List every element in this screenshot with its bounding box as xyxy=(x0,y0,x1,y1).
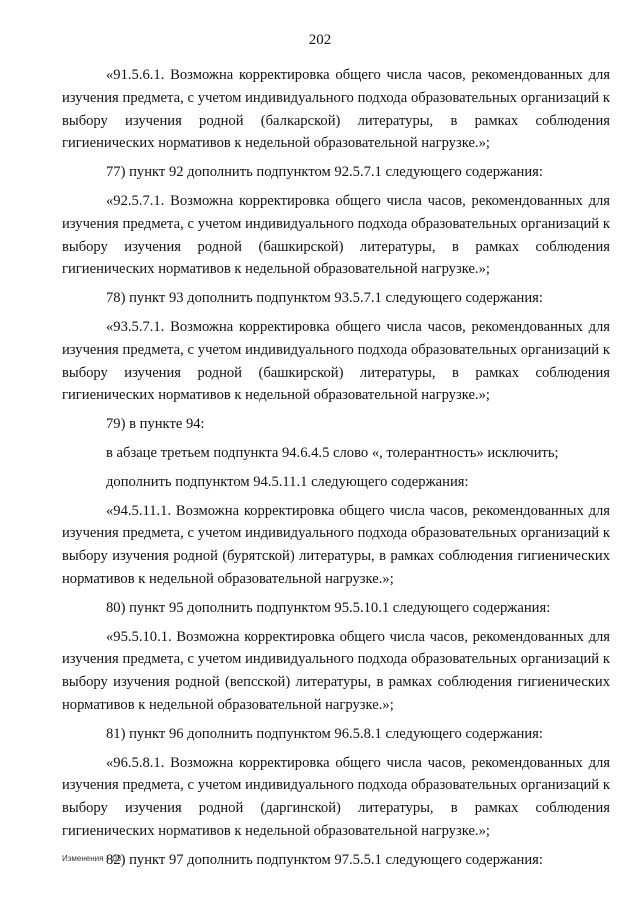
paragraph-item-77: 77) пункт 92 дополнить подпунктом 92.5.7.1 следующего содержания: xyxy=(106,164,543,181)
paragraph-96-5-8-1: «96.5.8.1. Возможна корректировка общего числа часов, рекомендованных для изучения предмета, с учетом индивидуального подхода образовательных организаций к выбору изучения родной (даргинской) литературы, в рамках соблюдения гигиенических нормативов к недельной образовательной нагрузке.»; xyxy=(62,754,610,839)
paragraph-95-5-10-1: «95.5.10.1. Возможна корректировка общего числа часов, рекомендованных для изучения предмета, с учетом индивидуального подхода образовательных организаций к выбору изучения родной (вепсской) литературы, в рамках соблюдения гигиенических нормативов к недельной образовательной нагрузке.»; xyxy=(62,628,610,713)
paragraph-92-5-7-1: «92.5.7.1. Возможна корректировка общего числа часов, рекомендованных для изучения предмета, с учетом индивидуального подхода образовательных организаций к выбору изучения родной (башкирской) литературы, в рамках соблюдения гигиенических нормативов к недельной образовательной нагрузке.»; xyxy=(62,192,610,278)
paragraph-item-80: 80) пункт 95 дополнить подпунктом 95.5.10.1 следующего содержания: xyxy=(106,599,551,616)
paragraph-item-79-line-1: в абзаце третьем подпункта 94.6.4.5 слово «, толерантность» исключить; xyxy=(106,444,559,461)
paragraph-91-5-6-1: «91.5.6.1. Возможна корректировка общего числа часов, рекомендованных для изучения предмета, с учетом индивидуального подхода образовательных организаций к выбору изучения родной (балкарской) литературы, в рамках соблюдения гигиенических нормативов к недельной образовательной нагрузке.»; xyxy=(62,67,610,152)
paragraph-94-5-11-1: «94.5.11.1. Возможна корректировка общего числа часов, рекомендованных для изучения предмета, с учетом индивидуального подхода образовательных организаций к выбору изучения родной (бурятской) литературы, в рамках соблюдения гигиенических нормативов к недельной образовательной нагрузке.»; xyxy=(62,502,610,587)
paragraph-item-79: 79) в пункте 94: xyxy=(106,416,205,433)
page-number: 202 xyxy=(308,32,332,48)
paragraph-item-81: 81) пункт 96 дополнить подпунктом 96.5.8.1 следующего содержания: xyxy=(106,725,543,742)
paragraph-93-5-7-1: «93.5.7.1. Возможна корректировка общего числа часов, рекомендованных для изучения предмета, с учетом индивидуального подхода образовательных организаций к выбору изучения родной (башкирской) литературы, в рамках соблюдения гигиенических нормативов к недельной образовательной нагрузке.»; xyxy=(62,318,610,404)
footer-note: Изменения – 03 xyxy=(62,854,122,863)
paragraph-item-78: 78) пункт 93 дополнить подпунктом 93.5.7.1 следующего содержания: xyxy=(106,290,543,307)
document-body xyxy=(62,64,610,872)
paragraph-item-79-line-2: дополнить подпунктом 94.5.11.1 следующего содержания: xyxy=(106,473,469,490)
paragraph-item-82: 82) пункт 97 дополнить подпунктом 97.5.5.1 следующего содержания: xyxy=(106,851,543,868)
